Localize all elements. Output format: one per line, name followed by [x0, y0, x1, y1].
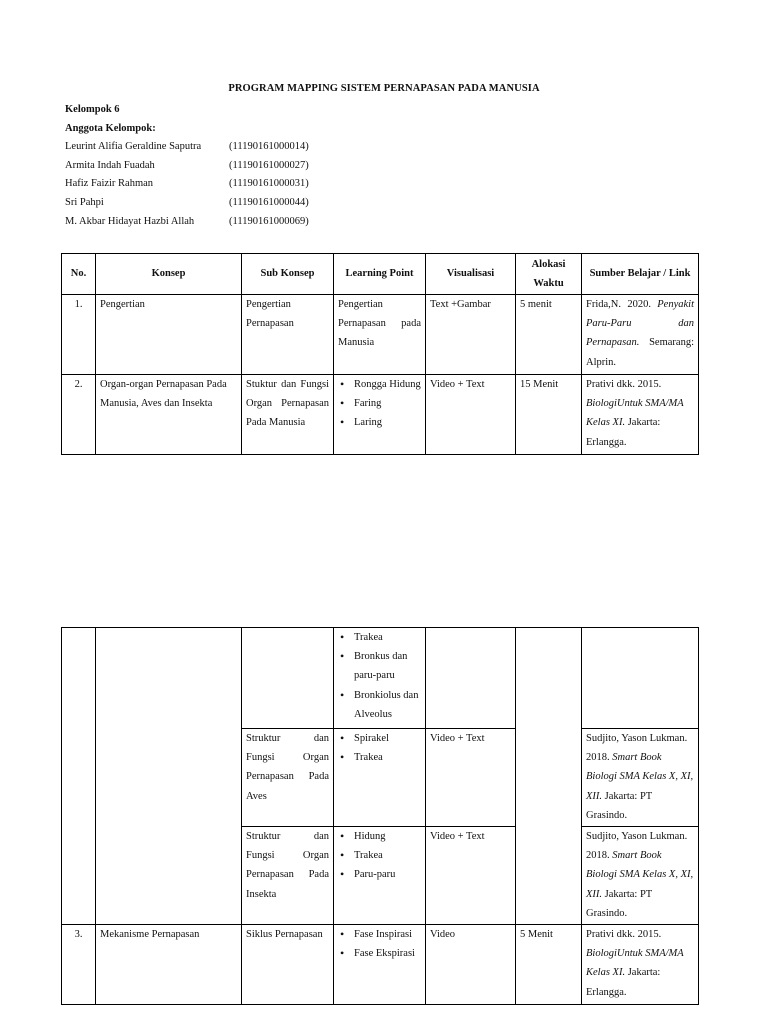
list-item: • Trakea [354, 846, 421, 865]
table-header-row [62, 254, 699, 295]
header-sumber-belajar: Sumber Belajar / Link [582, 254, 699, 295]
mapping-table-part-1 [61, 253, 699, 455]
list-item: • Laring [354, 413, 421, 432]
sumber-cell [582, 628, 699, 729]
konsep-cell: Organ-organ Pernapasan Pada Manusia, Aves dan Insekta [96, 375, 242, 455]
visualisasi-cell: Video + Text [426, 729, 516, 827]
sub-konsep-cell: Struktur dan Fungsi Organ Pernapasan Pada Insekta [242, 827, 334, 925]
waktu-cell: 5 Menit [516, 925, 582, 1005]
learning-point-cell [334, 729, 426, 827]
visualisasi-cell: Video + Text [426, 375, 516, 455]
sumber-cell [582, 375, 699, 455]
members-label: Anggota Kelompok: [65, 122, 156, 134]
learning-point-list [338, 925, 421, 963]
header-learning-point: Learning Point [334, 254, 426, 295]
sumber-cell [582, 827, 699, 925]
sumber-book-title: BiologiUntuk SMA/MA Kelas XI. [586, 948, 684, 979]
learning-point-list [338, 729, 421, 767]
group-info [65, 101, 309, 231]
konsep-cell [96, 628, 242, 925]
table-row [62, 925, 699, 1005]
waktu-cell: 15 Menit [516, 375, 582, 455]
header-no: No. [62, 254, 96, 295]
sumber-book-title: Smart Book Biologi SMA Kelas X, XI, XII. [586, 752, 694, 802]
waktu-cell: 5 menit [516, 295, 582, 375]
list-item: • Trakea [354, 748, 421, 767]
row-number [62, 628, 96, 925]
sumber-author: Sudjito, Yason Lukman. 2018. [586, 733, 688, 764]
member-row [65, 138, 309, 157]
sub-konsep-cell: Stuktur dan Fungsi Organ Pernapasan Pada Manusia [242, 375, 334, 455]
sumber-cell [582, 729, 699, 827]
learning-point-list [338, 628, 421, 724]
table-row [62, 295, 699, 375]
member-nim: (11190161000031) [229, 178, 309, 190]
member-name: Sri Pahpi [65, 196, 104, 208]
sumber-author: Prativi dkk. 2015. [586, 929, 662, 940]
list-item: • Trakea [354, 628, 421, 647]
sumber-publisher: Jakarta: Erlangga. [586, 967, 661, 998]
learning-point-list [338, 375, 421, 433]
member-row [65, 157, 309, 176]
member-nim: (11190161000069) [229, 215, 309, 227]
visualisasi-cell: Video + Text [426, 827, 516, 925]
sumber-author: Frida,N. 2020. [586, 299, 658, 310]
list-item: • Spirakel [354, 729, 421, 748]
table-row [62, 628, 699, 729]
member-row [65, 213, 309, 232]
mapping-table-part-2 [61, 627, 699, 1005]
list-item: • Bronkus dan paru-paru [354, 647, 421, 685]
header-alokasi-line2: Waktu [533, 278, 564, 289]
sumber-book-title: Penyakit Paru-Paru dan Pernapasan. [586, 299, 694, 349]
document-title: PROGRAM MAPPING SISTEM PERNAPASAN PADA MANUSIA [228, 83, 540, 94]
header-sub-konsep: Sub Konsep [242, 254, 334, 295]
sumber-publisher: Jakarta: Erlangga. [586, 417, 661, 448]
sumber-author: Sudjito, Yason Lukman. 2018. [586, 831, 688, 862]
sumber-cell [582, 925, 699, 1005]
sumber-author: Prativi dkk. 2015. [586, 379, 662, 390]
waktu-cell [516, 628, 582, 925]
member-row [65, 194, 309, 213]
learning-point-cell [334, 827, 426, 925]
visualisasi-cell: Text +Gambar [426, 295, 516, 375]
table-row [62, 375, 699, 455]
member-name: Hafiz Faizir Rahman [65, 178, 154, 190]
row-number: 1. [62, 295, 96, 375]
visualisasi-cell [426, 628, 516, 729]
learning-point-list [338, 827, 421, 885]
visualisasi-cell: Video [426, 925, 516, 1005]
row-number: 2. [62, 375, 96, 455]
sumber-book-title: Smart Book Biologi SMA Kelas X, XI, XII. [586, 850, 694, 900]
sub-konsep-cell: Pengertian Pernapasan [242, 295, 334, 375]
sumber-publisher: Semarang: Alprin. [586, 337, 694, 368]
sub-konsep-cell [242, 628, 334, 729]
learning-point-cell [334, 925, 426, 1005]
learning-point-cell: Pengertian Pernapasan pada Manusia [334, 295, 426, 375]
member-nim: (11190161000044) [229, 196, 309, 208]
learning-point-cell [334, 375, 426, 455]
header-alokasi-waktu [516, 254, 582, 295]
member-name: Armita Indah Fuadah [65, 159, 155, 171]
list-item: • Fase Ekspirasi [354, 944, 421, 963]
sub-konsep-cell: Struktur dan Fungsi Organ Pernapasan Pada Aves [242, 729, 334, 827]
group-name: Kelompok 6 [65, 104, 120, 115]
konsep-cell: Mekanisme Pernapasan [96, 925, 242, 1005]
header-konsep: Konsep [96, 254, 242, 295]
sumber-publisher: Jakarta: PT Grasindo. [586, 790, 653, 821]
learning-point-cell [334, 628, 426, 729]
list-item: • Faring [354, 394, 421, 413]
member-nim: (11190161000014) [229, 141, 309, 153]
list-item: • Hidung [354, 827, 421, 846]
list-item: • Bronkiolus dan Alveolus [354, 686, 421, 724]
list-item: • Paru-paru [354, 865, 421, 884]
member-name: Leurint Alifia Geraldine Saputra [65, 141, 202, 153]
list-item: • Fase Inspirasi [354, 925, 421, 944]
sumber-book-title: BiologiUntuk SMA/MA Kelas XI. [586, 398, 684, 429]
konsep-cell: Pengertian [96, 295, 242, 375]
header-visualisasi: Visualisasi [426, 254, 516, 295]
row-number: 3. [62, 925, 96, 1005]
sumber-cell [582, 295, 699, 375]
member-row [65, 175, 309, 194]
header-alokasi-line1: Alokasi [531, 258, 566, 270]
list-item: • Rongga Hidung [354, 375, 421, 394]
member-nim: (11190161000027) [229, 159, 309, 171]
sub-konsep-cell: Siklus Pernapasan [242, 925, 334, 1005]
sumber-publisher: Jakarta: PT Grasindo. [586, 888, 653, 919]
member-name: M. Akbar Hidayat Hazbi Allah [65, 215, 195, 227]
